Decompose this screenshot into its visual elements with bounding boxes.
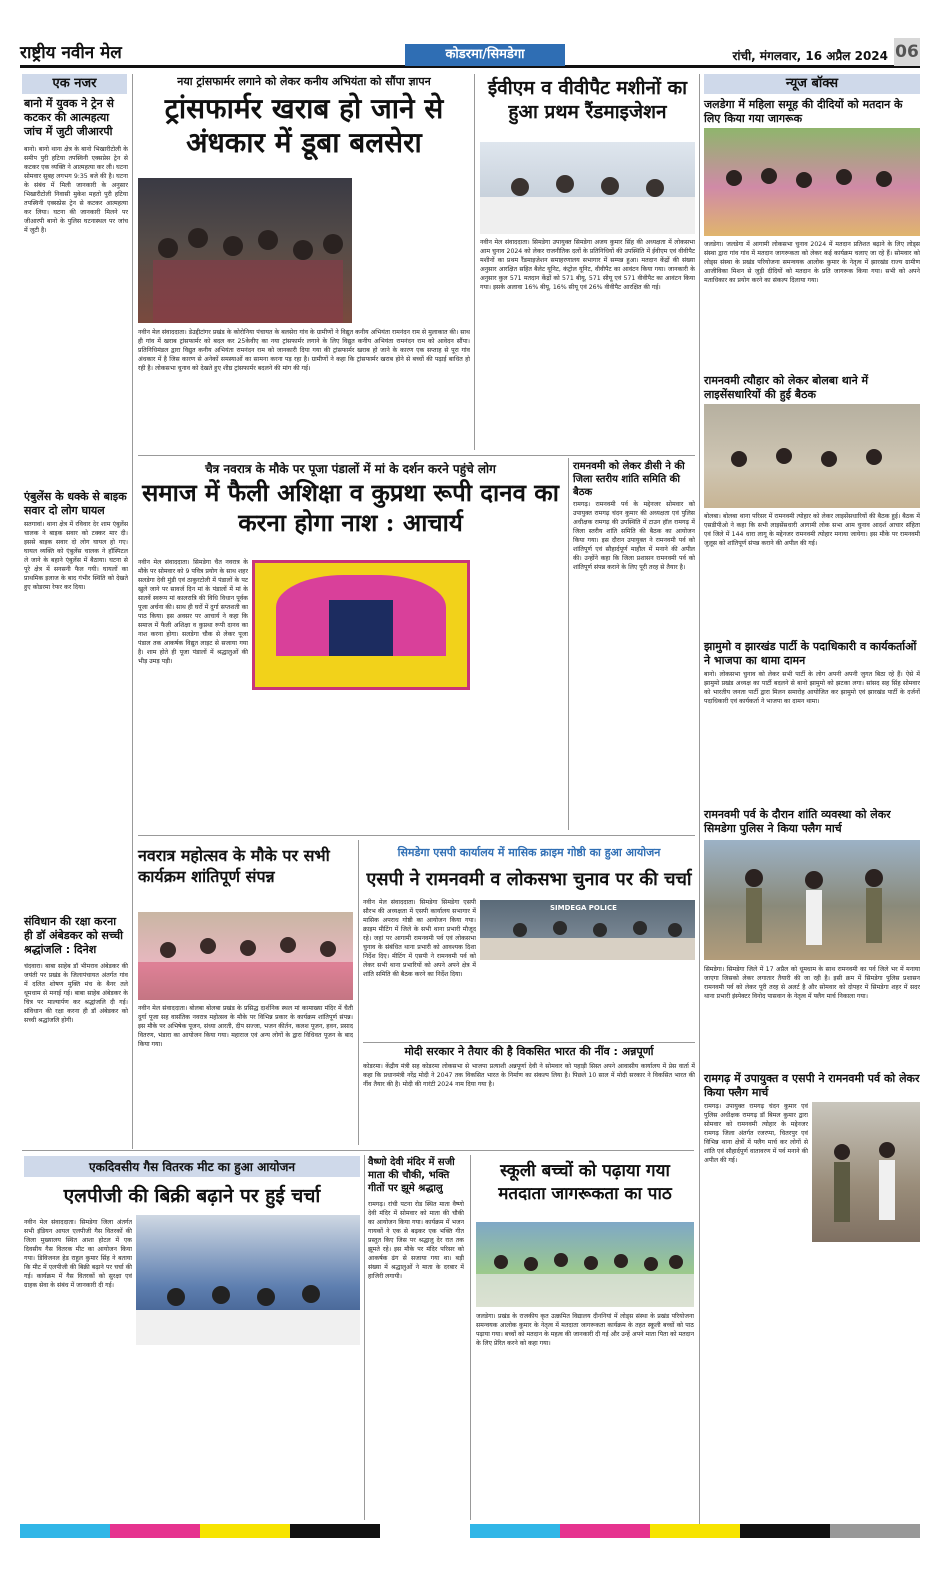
- right-brief3-body: बानो। लोकसभा चुनाव को लेकर सभी पार्टी के लोग अपनी अपनी जुगत बिठा रहे हैं। ऐसे में झामुमो प्रखंड अध्यक्ष का पार्टी बदलने से बानो झामुमो को झटका लगा। सांसद सह सिंह सोमवार को भारतीय जनता पार्टी द्वारा मिलन समारोह आयोजित कर झामुमो एवं झारखंड पार्टी के दर्जनों पदाधिकारी एवं कार्यकर्ता ने भाजपा का दामन थामा।: [704, 671, 920, 705]
- bolba-photo-shapes: [704, 404, 920, 508]
- evm-photo-shapes: [480, 142, 695, 234]
- left-column-rule: [132, 74, 133, 1149]
- registration-swatch: [380, 1524, 470, 1538]
- page-number: 06: [894, 38, 920, 66]
- registration-color-bar: [20, 1524, 920, 1538]
- navratra-peace-photo-shapes: [138, 912, 353, 1000]
- left-brief3-headline: संविधान की रक्षा करना ही डॉ अंबेडकर को सच्ची श्रद्धांजलि : दिनेश: [24, 915, 123, 956]
- lower-stories-rule: [138, 835, 695, 836]
- registration-swatch: [110, 1524, 200, 1538]
- gas-photo-shapes: [136, 1215, 360, 1345]
- right-column-header: न्यूज बॉक्स: [704, 74, 920, 94]
- gas-headline: एलपीजी की बिक्री बढ़ाने पर हुई चर्चा: [63, 1185, 321, 1207]
- navratra-headline: समाज में फैली अशिक्षा व कुप्रथा रूपी दानव का करना होगा नाश : आचार्य: [142, 478, 559, 537]
- school-children-photo: [476, 1222, 694, 1307]
- registration-swatch: [290, 1524, 380, 1538]
- registration-swatch: [740, 1524, 830, 1538]
- right-brief2-headline: रामनवमी त्यौहार को लेकर बोलबा थाने में लाइसेंसधारियों की हुई बैठक: [704, 374, 869, 401]
- right-brief3-headline: झामुमो व झारखंड पार्टी के पदाधिकारी व कार्यकर्ताओं ने भाजपा का थामा दामन: [704, 640, 917, 667]
- right-brief4-body: सिमडेगा। सिमडेगा जिले में 17 अप्रैल को धूमधाम के साथ रामनवमी का पर्व जिले भर में मनाया जाएगा जिसको लेकर लगातार तैयारी की जा रही है। इसी क्रम में सिमडेगा पुलिस प्रशासन रामनवमी पर्व को लेकर पूरी तरह से अलर्ट है और सोमवार को दोपहर में सिमडेगा शहर में सदर थाना प्रभारी इंस्पेक्टर विनोद पासवान के नेतृत्व में फ्लैग मार्च निकाला गया।: [704, 966, 920, 1000]
- school-body: जलडेगा। प्रखंड के राजकीय कृत उत्क्रमित विद्यालय दीननियां में लोड्स संस्था के प्रखंड परियोजना समन्वयक आलोक कुमार के नेतृत्व में मतदाता जागरूकता कार्यक्रम के तहत स्कूली बच्चों को पाठ पढ़ाया गया। बच्चों को मतदान के महत्व की जानकारी दी गई और उन्हें अपने माता पिता को मतदान के लिए प्रेरित करने को कहा गया।: [476, 1313, 694, 1347]
- evm-headline: ईवीएम व वीवीपैट मशीनों का हुआ प्रथम रैंडमाइजेशन: [487, 77, 688, 123]
- right-brief5-body: रामगढ़। उपायुक्त रामगढ़ चंदन कुमार एवं पुलिस अधीक्षक रामगढ़ डॉ बिमल कुमार द्वारा सोमवार को रामनवमी त्योहार के मद्देनजर रामगढ़ जिला अंतर्गत रजरप्पा, चितरपुर एवं विभिन्न थाना क्षेत्रों में फ्लैग मार्च कर लोगों से शांति एवं सौहार्दपूर्ण वातावरण में पर्व मनाने की अपील की गई।: [704, 1103, 808, 1164]
- right-column-rule: [699, 74, 700, 1534]
- registration-swatch: [650, 1524, 740, 1538]
- masthead: [20, 38, 920, 68]
- navratra-peace-body: नवीन मेल संवाददाता। बोलबा बोलबा प्रखंड के प्रसिद्ध दार्शनिक स्थल मां कामाख्या मंदिर में चैती दुर्गा पूजा सह वासंतिक नवरात्र महोत्सव के मौके पर विभिन्न प्रकार के कार्यक्रम शांतिपूर्ण संपन्न। इस मौके पर अभिषेक पूजन, संध्या आरती, दीप सज्जा, भजन कीर्तन, कलश पूजन, हवन, प्रसाद वितरण, भंडारा का आयोजन किया गया। महाराज एवं अन्य लोगों के द्वारा विधिवत पूजन के बाद किया गया।: [138, 1005, 353, 1048]
- school-headline: स्कूली बच्चों को पढ़ाया गया मतदाता जागरूकता का पाठ: [498, 1161, 672, 1204]
- registration-swatch: [200, 1524, 290, 1538]
- vaishno-headline: वैष्णो देवी मंदिर में सजी माता की चौकी, भक्ति गीतों पर झूमे श्रद्धालु: [368, 1157, 455, 1194]
- ramgarh-flag-march-photo: [812, 1102, 920, 1242]
- registration-swatch: [830, 1524, 920, 1538]
- modi-body: कोडरमा। केंद्रीय मंत्री सह कोडरमा लोकसभा से भाजपा प्रत्याशी अन्नपूर्णा देवी ने सोमवार को पहाड़ी सिस्त अपने आवासीय कार्यालय में प्रेस वार्ता में कहा कि प्रधानमंत्री नरेंद्र मोदी ने 2047 तक विकसित भारत के निर्माण का संकल्प लिया है। पिछले 10 साल में मोदी सरकार ने विकसित भारत की नींव तैयार की है। मोदी की गारंटी 2024 नाम दिया गया है।: [363, 1063, 695, 1088]
- ramnavami-dc-headline: रामनवमी को लेकर डीसी ने की जिला स्तरीय शांति समिति की बैठक: [573, 461, 685, 498]
- right-brief4-headline: रामनवमी पर्व के दौरान शांति व्यवस्था को लेकर सिमडेगा पुलिस ने किया फ्लैग मार्च: [704, 808, 891, 835]
- school-photo-shapes: [476, 1222, 694, 1307]
- ramnavami-dc-body: रामगढ़। रामनवमी पर्व के मद्देनजर सोमवार को उपायुक्त रामगढ़ चंदन कुमार की अध्यक्षता एवं पुलिस अधीक्षक रामगढ़ की उपस्थिति में टाउन हॉल रामगढ़ में जिला स्तरीय शांति समिति की बैठक का आयोजन किया गया। इस दौरान उपायुक्त ने रामनवमी पर्व को शांतिपूर्ण एवं सौहार्दपूर्ण माहौल में मनाने की अपील की। उन्होंने कहा कि जिला प्रशासन रामनवमी पर्व को शांतिपूर्ण संपन्न कराने के लिए पूरी तरह से तैयार है।: [573, 501, 695, 571]
- gas-body: नवीन मेल संवाददाता। सिमडेगा जिला अंतर्गत सभी इंडियन आयल एलपीजी गैस वितरकों की जिला मुख्यालय स्थित आशा होटल में एक दिवसीय गैस वितरक मीट का आयोजन किया गया। डिविजनल हेड राहुल कुमार सिंह ने बताया कि मीट में एलपीजी की बिक्री बढ़ाने पर चर्चा की गई। कार्यक्रम में गैस वितरकों को सुरक्षा एवं ग्राहक सेवा के संबंध में जानकारी दी गई।: [24, 1219, 132, 1289]
- registration-swatch: [470, 1524, 560, 1538]
- gas-meet-photo: [136, 1215, 360, 1345]
- modi-rule: [363, 1042, 695, 1043]
- paper-name: राष्ट्रीय नवीन मेल: [20, 43, 122, 63]
- police-sign: SIMDEGA POLICE: [550, 904, 617, 912]
- transformer-headline: ट्रांसफार्मर खराब हो जाने से अंधकार में डूबा बलसेरा: [164, 92, 444, 159]
- pandal-idol-area: [329, 600, 393, 656]
- section-tab: कोडरमा/सिमडेगा: [405, 44, 565, 66]
- crime-meeting-body: नवीन मेल संवाददाता। सिमडेगा सिमडेगा एसपी सौरभ की अध्यक्षता में एसपी कार्यालय सभागार में मासिक अपराध गोष्ठी का आयोजन किया गया। क्राइम मीटिंग में जिले के सभी थाना प्रभारी मौजूद रहे। जहां पर आगामी रामनवमी पर्व एवं लोकसभा चुनाव के संबंधित थाना प्रभारी को आवश्यक दिशा निर्देश दिए। मीटिंग में एसपी ने रामनवमी पर्व को लेकर सभी थाना प्रभारियों को अपने अपने क्षेत्र में शांति समिति की बैठक करने का निर्देश दिया।: [363, 899, 476, 978]
- left-brief1-headline: बानो में युवक ने ट्रेन से कटकर की आत्महत्या जांच में जुटी जीआरपी: [24, 97, 114, 138]
- left-column-header: एक नजर: [22, 74, 127, 94]
- flag-march-photo: [704, 840, 920, 960]
- evm-body: नवीन मेल संवाददाता। सिमडेगा उपायुक्त सिमडेगा अजय कुमार सिंह की अध्यक्षता में लोकसभा आम चुनाव 2024 को लेकर राजनीतिक दलों के प्रतिनिधियों की उपस्थिति में ईवीएम एवं वीवीपैट मशीनों का प्रथम रैंडमाइजेशन समाहरणालय सभागार में सम्पन्न हुआ। मतदान केंद्रों की संख्या अनुसार आरक्षित सहित बैलेट यूनिट, कंट्रोल यूनिट, वीवीपैट का आवंटन किया गया। जानकारी के अनुसार कुल 571 मतदान केंद्रों को 571 बीयू, 571 सीयू एवं 571 वीवीपैट का आवंटन किया गया। इसके अलावा 16% बीयू, 16% सीयू एवं 26% वीवीपैट आरक्षित की गई।: [480, 239, 695, 291]
- left-brief1-body: बानो। बानो थाना क्षेत्र के बानो भिखारीटोली के समीप पुरी हटिया तपस्विनी एक्सप्रेस ट्रेन से कटकर एक व्यक्ति ने आत्महत्या कर ली। घटना सोमवार सुबह लगभग 9:35 बजे की है। घटना के संबंध में मिली जानकारी के अनुसार भिखारीटोली निवासी मुकेश महतो पुरी हटिया तपस्विनी एक्सप्रेस ट्रेन से कटकर आत्महत्या कर लिया। घटना की जानकारी मिलने पर जीआरपी बानो के पुलिस घटनास्थल पर जांच में जुटी है।: [24, 146, 128, 234]
- navratra-peace-photo: [138, 912, 353, 1000]
- crime-meeting-headline: एसपी ने रामनवमी व लोकसभा चुनाव पर की चर्चा: [366, 869, 692, 890]
- right-brief2-body: बोलबा। बोलबा थाना परिसर में रामनवमी त्योहार को लेकर लाइसेंसधारियों की बैठक हुई। बैठक में एसडीपीओ ने कहा कि सभी लाइसेंसधारी आगामी लोक सभा आम चुनाव आदर्श आचार संहिता एवं जिले में 144 धारा लागू के मद्देनजर रामनवमी त्योहार मनाया जायेगा। इस मौके पर रामनवमी जुलूस को शांतिपूर्ण संपन्न कराने की अपील की गई।: [704, 513, 920, 547]
- ramnavami-dc-rule: [568, 458, 569, 830]
- flag-march-photo-shapes: [704, 840, 920, 960]
- right-brief1-body: जलडेगा। जलडेगा में आगामी लोकसभा चुनाव 2024 में मतदान प्रतिशत बढ़ाने के लिए लोड्स संस्था द्वारा गांव गांव में मतदान जागरूकता को लेकर कई कार्यक्रम चलाए जा रहे हैं। सोमवार को लोड्स संस्था के प्रखंड परियोजना समन्वयक आलोक कुमार के नेतृत्व में झारखंड राज्य ग्रामीण आजीविका मिशन से जुड़ी दीदियों को मतदान के प्रति जागरूक किया गया। सभी को अपने मताधिकार का प्रयोग करने का संकल्प दिलाया गया।: [704, 241, 920, 284]
- crime-meeting-rule: [358, 840, 359, 1145]
- villagers-photo: [138, 178, 352, 323]
- registration-swatch: [20, 1524, 110, 1538]
- school-rule: [470, 1155, 471, 1520]
- bottom-stories-rule: [22, 1150, 694, 1151]
- police-meeting-photo: [480, 900, 695, 960]
- issue-date: रांची, मंगलवार, 16 अप्रैल 2024: [732, 49, 888, 63]
- jaldega-women-photo: [704, 128, 920, 236]
- modi-headline: मोदी सरकार ने तैयार की है विकसित भारत की नींव : अन्नपूर्णा: [404, 1045, 654, 1058]
- vaishno-body: रामगढ़। रांची पटना रोड स्थित माता वैष्णो देवी मंदिर में सोमवार को माता की चौकी का आयोजन किया गया। कार्यक्रम में भजन गायकों ने एक से बढ़कर एक भक्ति गीत प्रस्तुत किए जिस पर श्रद्धालु देर रात तक झूमते रहे। इस मौके पर मंदिर परिसर को आकर्षक ढंग से सजाया गया था। बड़ी संख्या में श्रद्धालुओं ने माता के दरबार में हाजिरी लगायी।: [368, 1201, 464, 1280]
- navratra-top-rule: [138, 455, 695, 456]
- right-brief1-headline: जलडेगा में महिला समूह की दीदियों को मतदान के लिए किया गया जागरूक: [704, 98, 903, 125]
- gas-kicker: एकदिवसीय गैस वितरक मीट का हुआ आयोजन: [24, 1156, 360, 1177]
- navratra-kicker: चैत्र नवरात्र के मौके पर पूजा पंडालों में मां के दर्शन करने पहुंचे लोग: [205, 462, 496, 476]
- registration-swatch: [560, 1524, 650, 1538]
- puja-pandal-photo: [252, 560, 470, 690]
- transformer-rule: [474, 74, 475, 450]
- left-brief3-body: चंदवारा। बाबा साहेब डॉ भीमराव अंबेडकर की जयंती पर प्रखंड के जिलापंचायत अंतर्गत गांव में दलित शोषण मुक्ति मंच के बैनर तले धूमधाम से मनाई गई। बाबा साहेब अंबेडकर के चित्र पर माल्यार्पण कर श्रद्धांजलि दी गई। संविधान की रक्षा करना ही डॉ अंबेडकर को सच्ची श्रद्धांजलि होगी।: [24, 963, 128, 1024]
- transformer-body: नवीन मेल संवाददाता। डेउद्दीटांगर प्रखंड के कोरोनिया पंचायत के बलसेरा गांव के ग्रामीणों ने विद्युत कनीय अभियंता रामनंदन राम से मुलाकात की। साथ ही गांव में खराब ट्रांसफार्मर को बदल कर 25केवीए का नया ट्रांसफार्मर लगाने के लिए विद्युत कनीय अभियंता रामनंदन राम को आवेदन सौंपा। प्रतिनिधिमंडल द्वारा विद्युत कनीय अभियंता रामनंदन राम को जानकारी दिया गया की ट्रांसफार्मर खराब हो जाने के कारण एक सप्ताह से पूरा गांव अंधकार में है जिस कारण से अनेकों समस्याओं का सामना करना पड़ रहा है। ग्रामीणों ने कहा कि ट्रांसफार्मर खराब होने से बच्चों की पढ़ाई बाधित हो रही है। लोकसभा चुनाव को देखते हुए शीघ्र ट्रांसफार्मर बदलने की मांग की गई।: [138, 329, 470, 372]
- navratra-body: नवीन मेल संवाददाता। सिमडेगा चैत नवरात्र के मौके पर सोमवार को 9 पवित्र प्रयोग के साथ शहर सलडेगा देवी मुंडी एवं ठाकुरटोली में पंडालों के पट खुले जाने पर सावर्ज दिन मां के पंडालों में मां के सातवें स्वरूप मां कालरात्रि की विधि विधान पूर्वक पूजा अर्चना की। साथ ही घरों में दुर्गा सप्तशती का पाठ किया। इस अवसर पर आचार्य ने कहा कि समाज में फैली अशिक्षा व कुप्रथा रूपी दानव का नाश करना होगा। सलडेगा चौक से लेकर पूजा पंडाल तक आकर्षक विद्युत लाइट से सजाया गया है। शाम होते ही पूजा पंडालों में श्रद्धालुओं की भीड़ उमड़ पड़ी।: [138, 559, 248, 665]
- ramgarh-photo-shapes: [812, 1102, 920, 1242]
- jaldega-photo-shapes: [704, 128, 920, 236]
- vaishno-rule: [364, 1155, 365, 1520]
- evm-meeting-photo: [480, 142, 695, 234]
- right-brief5-headline: रामगढ़ में उपायुक्त व एसपी ने रामनवमी पर्व को लेकर किया फ्लैग मार्च: [704, 1072, 920, 1099]
- navratra-peace-headline: नवरात्र महोत्सव के मौके पर सभी कार्यक्रम शांतिपूर्ण संपन्न: [138, 846, 330, 886]
- villagers-photo-shapes: [138, 178, 352, 323]
- bolba-meeting-photo: [704, 404, 920, 508]
- left-brief2-body: सतगावां। थाना क्षेत्र में रविवार देर शाम एंबुलेंस चालक ने बाइक सवार को टक्कर मार दी। इससे बाइक सवार दो लोग घायल हो गए। घायल व्यक्ति को एंबुलेंस चालक ने हॉस्पिटल ले जाने के बहाने एंबुलेंस में बैठाया। घटना से पूरे क्षेत्र में सनसनी फैल गयी। घायलों का प्राथमिक इलाज के बाद गंभीर स्थिति को देखते हुए कोडरमा रेफर कर दिया।: [24, 521, 128, 591]
- crime-meeting-kicker: सिमडेगा एसपी कार्यालय में मासिक क्राइम गोष्ठी का हुआ आयोजन: [397, 846, 661, 859]
- transformer-kicker: नया ट्रांसफार्मर लगाने को लेकर कनीय अभियंता को सौंपा ज्ञापन: [177, 75, 431, 88]
- left-brief2-headline: एंबुलेंस के धक्के से बाइक सवार दो लोग घायल: [24, 490, 127, 517]
